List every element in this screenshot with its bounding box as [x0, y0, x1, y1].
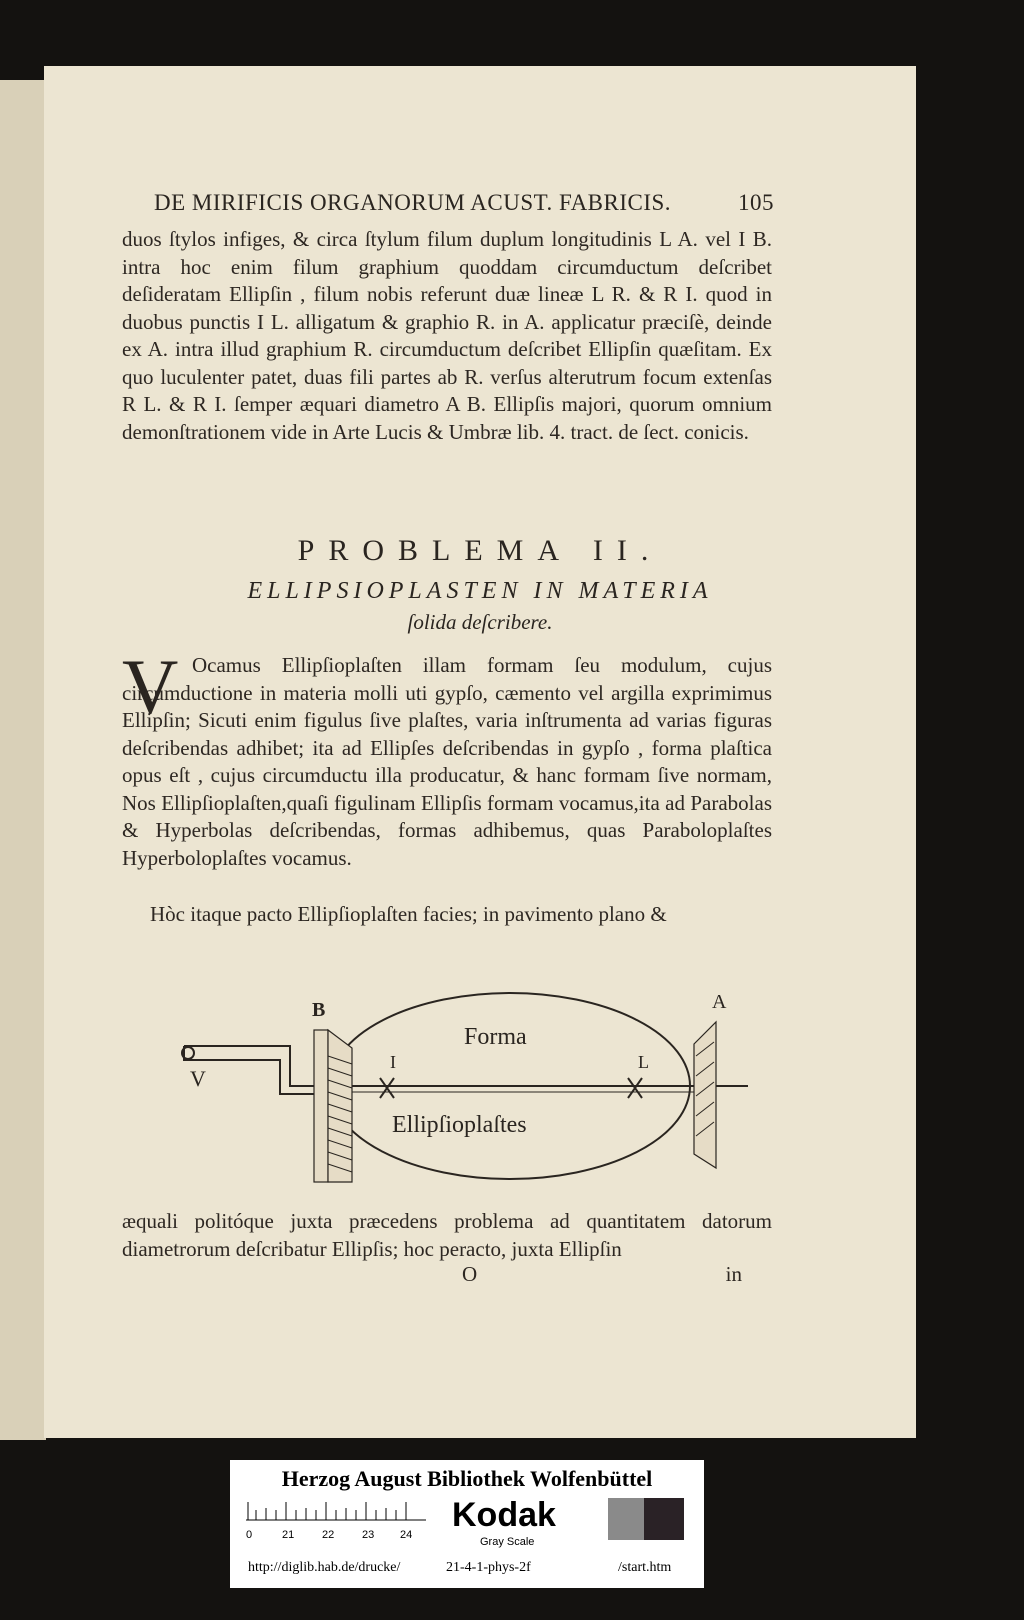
paragraph-3: Hòc itaque pacto Ellipſioplaſten facies; in pavimento plano & — [150, 902, 667, 926]
drop-cap: V — [122, 643, 179, 730]
shelfmark: 21-4-1-phys-2f — [446, 1560, 531, 1575]
institution-name: Herzog August Bibliothek Wolfenbüttel — [281, 1466, 653, 1491]
source-url: http://diglib.hab.de/drucke/ — [248, 1560, 401, 1575]
catchword: in — [725, 1262, 742, 1286]
page-number: 105 — [738, 190, 774, 215]
paragraph-2: Ocamus Ellipſioplaſten illam formam ſeu modulum, cujus circumductione in materia molli uti gypſo, cæmento vel argilla exprimimus Ellipſin; Sicuti enim figulus ſive plaſtes, varia inſtrumenta ad varias figuras deſcribendas adhibet; ita ad Ellipſes deſcribendas in gypſo , forma plaſtica opus eſt , cujus circumductu illa producatur, & hanc formam ſive normam, Nos Ellipſioplaſten,quaſi figulinam Ellipſis formam vocamus,ita ad Parabolas & Hyperbolas deſcribendas, formas adhibemus, quas Paraboloplaſtes Hyperboloplaſtes vocamus. — [122, 653, 772, 870]
label-v: V — [190, 1066, 206, 1091]
focus-mark-i — [380, 1078, 394, 1098]
paragraph-1: duos ſtylos infiges, & circa ſtylum filum duplum longitudinis L A. vel I B. intra hoc enim filum graphium quoddam circumductum deſcribet deſideratam Ellipſin , filum nobis referunt duæ lineæ L R. & R I. quod in duobus punctis I L. alligatum & graphio R. in A. applicatur præciſè, deinde ex A. intra illud graphium R. circumductum deſcribet Ellipſin quæſitam. Ex quo luculenter patet, duas fili partes ab R. verſus alterutrum focum extenſas R L. & R I. ſemper æquari diametro A B. Ellipſis majori, quorum omnium demonſtrationem vide in Arte Lucis & Umbræ lib. 4. tract. de ſect. conicis. — [122, 227, 772, 444]
problem-subtitle: ELLIPSIOPLASTEN IN MATERIA — [247, 578, 713, 604]
signature-mark: O — [462, 1262, 478, 1286]
label-l: L — [638, 1052, 649, 1072]
gray-scale-label: Gray Scale — [480, 1536, 535, 1548]
label-ellipsioplastes: Ellipſioplaſtes — [392, 1112, 527, 1138]
focus-mark-l — [628, 1078, 642, 1098]
label-i: I — [390, 1052, 396, 1072]
running-title: DE MIRIFICIS ORGANORUM ACUST. FABRICIS. — [154, 190, 672, 215]
facing-page-edge — [0, 80, 46, 1440]
label-a: A — [712, 991, 727, 1013]
running-header — [154, 190, 774, 216]
ruler-label-0: 0 — [246, 1529, 253, 1541]
start-page: /start.htm — [618, 1560, 672, 1575]
ellipsioplastes-figure — [140, 946, 780, 1216]
ruler-label-22: 22 — [322, 1529, 335, 1541]
label-b: B — [312, 999, 326, 1021]
kodak-logo: Kodak — [452, 1496, 556, 1534]
ruler-label-23: 23 — [362, 1529, 375, 1541]
color-target-card — [230, 1460, 704, 1588]
gray-swatch-mid — [608, 1498, 644, 1540]
ruler-label-24: 24 — [400, 1529, 413, 1541]
ruler-label-21: 21 — [282, 1529, 295, 1541]
label-forma: Forma — [464, 1024, 527, 1050]
problem-subtitle-2: ſolida deſcribere. — [407, 610, 553, 634]
problem-title: PROBLEMA II. — [297, 534, 663, 567]
paragraph-4: æquali politóque juxta præcedens problema ad quantitatem datorum diametrorum deſcribatur Ellipſis; hoc peracto, juxta Ellipſin — [122, 1209, 772, 1261]
book-page — [44, 66, 916, 1438]
gray-swatch-dark — [644, 1498, 684, 1540]
scale-ruler — [246, 1500, 431, 1550]
